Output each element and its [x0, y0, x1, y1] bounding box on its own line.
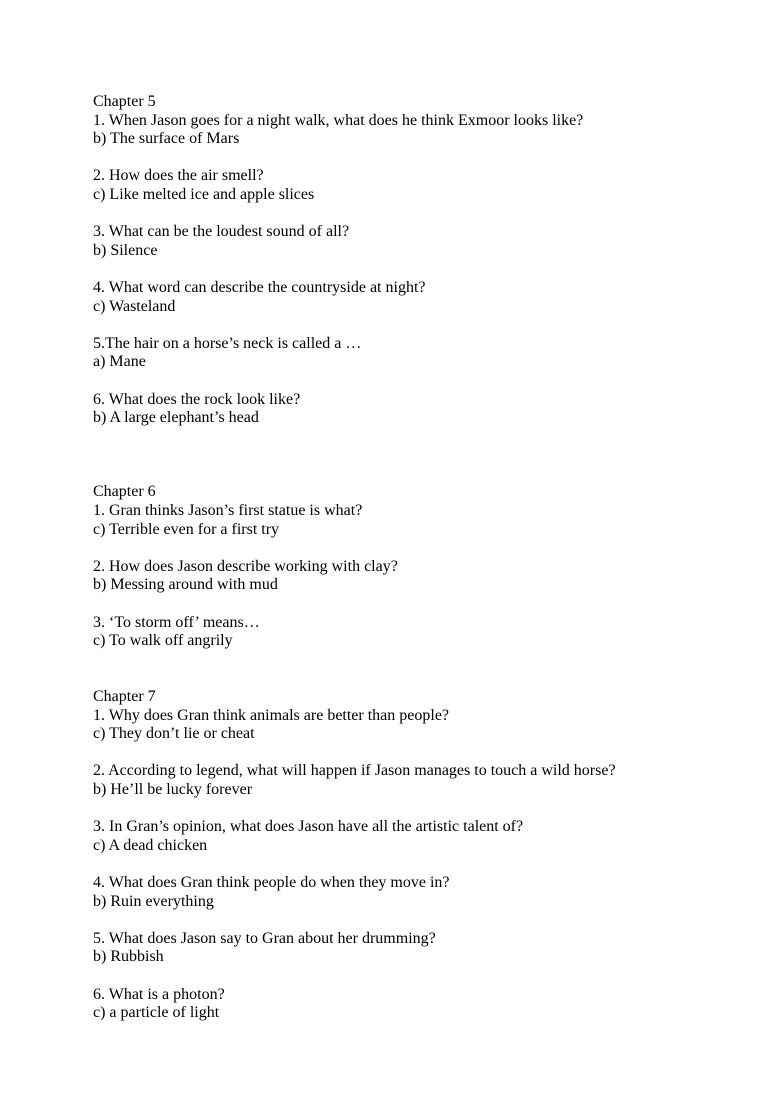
question-text: 1. When Jason goes for a night walk, what does he think Exmoor looks like? — [93, 111, 584, 129]
answer-text: c) Terrible even for a first try — [93, 520, 280, 538]
qa-item — [93, 335, 744, 372]
chapter-title: Chapter 7 — [93, 688, 156, 706]
qa-item — [93, 391, 744, 428]
question-text: 3. ‘To storm off’ means… — [93, 613, 260, 631]
question-text: 4. What does Gran think people do when they move in? — [93, 873, 450, 891]
answer-text: b) Ruin everything — [93, 892, 214, 910]
qa-item — [93, 167, 744, 204]
answer-text: c) a particle of light — [93, 1004, 220, 1022]
question-text: 2. According to legend, what will happen if Jason manages to touch a wild horse? — [93, 762, 616, 780]
question-text: 6. What does the rock look like? — [93, 390, 301, 408]
qa-item — [93, 930, 744, 967]
qa-item — [93, 502, 744, 539]
question-text: 1. Why does Gran think animals are better than people? — [93, 706, 450, 724]
answer-text: c) Like melted ice and apple slices — [93, 185, 315, 203]
qa-item — [93, 558, 744, 595]
qa-item — [93, 762, 744, 799]
question-text: 3. In Gran’s opinion, what does Jason have all the artistic talent of? — [93, 818, 524, 836]
answer-text: b) The surface of Mars — [93, 130, 240, 148]
question-text: 4. What word can describe the countryside at night? — [93, 278, 426, 296]
question-text: 2. How does Jason describe working with clay? — [93, 557, 398, 575]
question-text: 6. What is a photon? — [93, 985, 225, 1003]
chapter-title: Chapter 6 — [93, 483, 156, 501]
qa-item — [93, 112, 744, 149]
qa-item — [93, 986, 744, 1023]
answer-text: c) They don’t lie or cheat — [93, 725, 255, 743]
answer-text: b) A large elephant’s head — [93, 409, 259, 427]
qa-item — [93, 874, 744, 911]
chapter-title: Chapter 5 — [93, 93, 156, 110]
chapter-section-5 — [93, 93, 744, 428]
answer-text: c) To walk off angrily — [93, 632, 233, 650]
question-text: 1. Gran thinks Jason’s first statue is what? — [93, 502, 363, 520]
question-text: 5.The hair on a horse’s neck is called a … — [93, 334, 362, 352]
chapter-section-7 — [93, 688, 744, 1023]
question-text: 2. How does the air smell? — [93, 167, 264, 185]
question-text: 3. What can be the loudest sound of all? — [93, 223, 350, 241]
answer-text: b) He’ll be lucky forever — [93, 780, 253, 798]
answer-text: a) Mane — [93, 353, 146, 371]
qa-item — [93, 707, 744, 744]
qa-item — [93, 614, 744, 651]
qa-item — [93, 818, 744, 855]
answer-text: b) Silence — [93, 241, 158, 259]
chapter-section-6 — [93, 483, 744, 650]
qa-item — [93, 279, 744, 316]
answer-text: b) Messing around with mud — [93, 576, 278, 594]
qa-item — [93, 223, 744, 260]
question-text: 5. What does Jason say to Gran about her drumming? — [93, 929, 436, 947]
answer-text: c) Wasteland — [93, 297, 176, 315]
answer-text: b) Rubbish — [93, 948, 164, 966]
answer-text: c) A dead chicken — [93, 836, 208, 854]
